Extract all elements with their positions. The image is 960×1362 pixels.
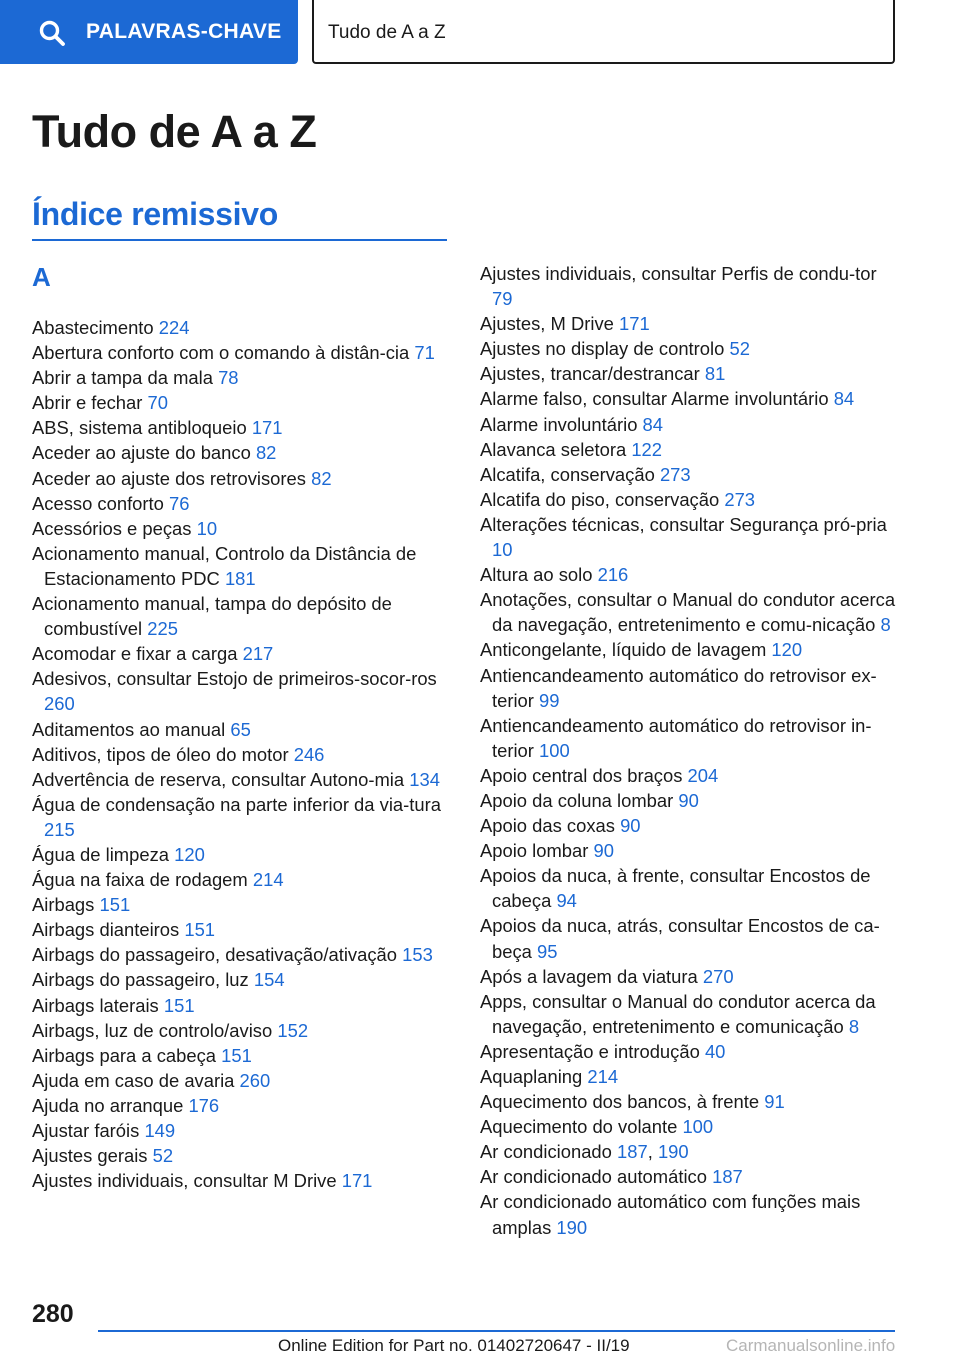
page-link[interactable]: 214 <box>252 869 284 891</box>
page-link[interactable]: 152 <box>277 1019 309 1041</box>
keywords-label: PALAVRAS-CHAVE <box>86 20 282 43</box>
index-entry <box>480 1189 896 1239</box>
index-entry <box>32 1068 452 1093</box>
index-entry-text: Ajustes individuais, consultar M Drive <box>32 1170 337 1192</box>
page-link[interactable]: 216 <box>597 564 629 586</box>
index-entry <box>480 261 896 311</box>
index-entry-text: Abrir e fechar <box>32 392 143 414</box>
breadcrumb-text: Tudo de A a Z <box>328 22 446 43</box>
page-link[interactable]: 78 <box>218 367 239 389</box>
page-link[interactable]: 171 <box>341 1170 373 1192</box>
index-entry-text: Água na faixa de rodagem <box>32 869 248 891</box>
page-link[interactable]: 10 <box>492 539 513 561</box>
page-link[interactable]: 82 <box>311 467 332 489</box>
index-entry-text: Apoios da nuca, atrás, consultar Encostos de ca-beça <box>480 915 880 962</box>
page-link[interactable]: 79 <box>492 288 513 310</box>
index-entry <box>32 1143 452 1168</box>
section-divider <box>32 239 447 241</box>
index-entry-text: Airbags para a cabeça <box>32 1044 217 1066</box>
index-entry-text: Acessórios e peças <box>32 517 192 539</box>
index-entry-text: Apoio das coxas <box>480 815 615 837</box>
index-entry-text: Abastecimento <box>32 317 154 338</box>
index-entry <box>32 867 452 892</box>
index-entry-text: Ajustes, M Drive <box>480 313 614 335</box>
index-entry-text: Ar condicionado automático com funções mais amplas <box>480 1191 861 1238</box>
edition-note: Online Edition for Part no. 01402720647 - II/19 <box>278 1336 630 1355</box>
index-entry <box>480 813 896 838</box>
index-entry-text: Altura ao solo <box>480 564 593 586</box>
index-entry <box>32 917 452 942</box>
index-entry-text: Apps, consultar o Manual do condutor acerca da navegação, entretenimento e comunicação <box>480 990 876 1037</box>
index-entry-text: Aditivos, tipos de óleo do motor <box>32 743 289 765</box>
index-entry-text: Aditamentos ao manual <box>32 718 226 740</box>
page-link[interactable]: 273 <box>659 463 691 485</box>
index-entry <box>32 641 452 666</box>
page-link[interactable]: 187 <box>617 1141 648 1163</box>
page-link[interactable]: 224 <box>158 317 190 338</box>
page-link[interactable]: 270 <box>702 965 734 987</box>
index-entry-text: Apresentação e introdução <box>480 1040 700 1062</box>
page-link[interactable]: 204 <box>687 764 719 786</box>
index-entry-text: Ar condicionado automático <box>480 1166 707 1188</box>
index-entry <box>32 1018 452 1043</box>
page-link[interactable]: 260 <box>239 1069 271 1091</box>
page-link[interactable]: 71 <box>414 342 435 364</box>
page-link[interactable]: 99 <box>539 689 560 711</box>
index-entry <box>32 942 452 967</box>
page-link[interactable]: 91 <box>764 1091 785 1113</box>
watermark-text: Carmanualsonline.info <box>726 1336 896 1355</box>
index-entry <box>480 1064 896 1089</box>
index-entry <box>32 967 452 992</box>
page-link[interactable]: 154 <box>253 969 285 991</box>
index-entry <box>32 440 452 465</box>
index-entry <box>32 792 452 842</box>
index-entry <box>32 1168 452 1193</box>
index-entry <box>32 466 452 491</box>
index-entry <box>480 587 896 637</box>
index-entry <box>32 742 452 767</box>
page-link[interactable]: 90 <box>620 815 641 837</box>
index-entry-text: Antiencandeamento automático do retrovisor in-terior <box>480 714 872 761</box>
index-entry <box>480 462 896 487</box>
page-link[interactable]: 81 <box>704 363 726 385</box>
page-link[interactable]: 100 <box>682 1116 714 1138</box>
index-entry-text: Advertência de reserva, consultar Autono-mia <box>32 768 405 790</box>
index-entry <box>480 964 896 989</box>
page-link[interactable]: 215 <box>44 818 75 840</box>
index-entry-text: Água de limpeza <box>32 843 169 865</box>
page-link[interactable]: 76 <box>169 492 190 514</box>
page-link[interactable]: 151 <box>163 994 195 1016</box>
page-link[interactable]: 153 <box>402 944 433 966</box>
index-entry-text: Apoios da nuca, à frente, consultar Encostos de cabeça <box>480 865 871 912</box>
index-entry-text: Acionamento manual, tampa do depósito de combustível <box>32 593 392 640</box>
page-title: Tudo de A a Z <box>32 106 317 157</box>
index-entry-text: Água de condensação na parte inferior da via-tura <box>32 793 441 815</box>
index-entry <box>32 1043 452 1068</box>
index-entry-text: Aquecimento do volante <box>480 1116 678 1138</box>
index-entry-text: Alcatifa, conservação <box>480 463 655 485</box>
page-link[interactable]: 94 <box>556 890 577 912</box>
index-entry-text: Alavanca seletora <box>480 438 627 460</box>
index-entry-text: Aceder ao ajuste do banco <box>32 442 251 464</box>
page-link[interactable]: 151 <box>221 1044 252 1066</box>
index-entry-text: Airbags do passageiro, desativação/ativação <box>32 944 397 966</box>
index-entry <box>480 487 896 512</box>
index-entry-text: Anticongelante, líquido de lavagem <box>480 639 767 661</box>
index-entry <box>32 365 452 390</box>
index-entry <box>480 913 896 963</box>
index-entry <box>480 437 896 462</box>
page-link[interactable]: 149 <box>144 1120 176 1141</box>
index-entry-text: Airbags laterais <box>32 994 159 1016</box>
index-entry-text: Anotações, consultar o Manual do condutor acerca da navegação, entretenimento e comu-nicação <box>480 589 896 636</box>
page-link[interactable]: 120 <box>174 843 205 865</box>
index-entry <box>32 842 452 867</box>
index-entry <box>480 336 896 361</box>
index-entry-text: Airbags dianteiros <box>32 919 180 941</box>
page-link[interactable]: 70 <box>147 392 168 414</box>
index-entry <box>32 415 452 440</box>
index-entry-text: Abrir a tampa da mala <box>32 367 213 389</box>
page-link[interactable]: 190 <box>657 1141 689 1163</box>
index-entry-text: ABS, sistema antibloqueio <box>32 417 247 439</box>
index-column-left <box>32 315 452 1193</box>
index-entry <box>32 591 452 641</box>
index-entry <box>480 838 896 863</box>
index-entry <box>480 311 896 336</box>
index-entry-text: Alarme involuntário <box>480 413 638 435</box>
index-entry-text: Apoio central dos braços <box>480 764 683 786</box>
page-link[interactable]: 171 <box>619 313 650 335</box>
page-link[interactable]: 134 <box>409 768 440 790</box>
page-link[interactable]: 217 <box>242 643 274 665</box>
index-entry-text: Acionamento manual, Controlo da Distância de Estacionamento PDC <box>32 542 417 589</box>
section-title: Índice remissivo <box>32 196 278 232</box>
page-link[interactable]: 65 <box>230 718 251 740</box>
index-entry-text: Ajustar faróis <box>32 1120 140 1141</box>
index-entry <box>32 541 452 591</box>
page-link[interactable]: 10 <box>196 517 218 539</box>
page-link[interactable]: 176 <box>188 1094 220 1116</box>
page-link[interactable]: 187 <box>712 1166 743 1188</box>
index-entry <box>32 717 452 742</box>
page-link[interactable]: 8 <box>848 1015 860 1037</box>
index-entry-text: Airbags, luz de controlo/aviso <box>32 1019 273 1041</box>
index-entry <box>480 637 896 662</box>
index-entry-text: Alterações técnicas, consultar Segurança pró-pria <box>480 513 887 535</box>
index-entry-text: Aquecimento dos bancos, à frente <box>480 1091 760 1113</box>
index-entry <box>480 1164 896 1189</box>
index-entry-text: Alcatifa do piso, conservação <box>480 488 720 510</box>
footer-divider <box>98 1330 895 1332</box>
index-entry-text: Apoio lombar <box>480 840 589 862</box>
page-link[interactable]: 95 <box>537 940 558 962</box>
index-entry-text: Acesso conforto <box>32 492 164 514</box>
page-link[interactable]: 151 <box>184 919 216 941</box>
index-entry <box>480 512 896 562</box>
index-entry-text: Ajuda em caso de avaria <box>32 1069 235 1091</box>
page-number: 280 <box>32 1300 74 1328</box>
index-entry-text: Alarme falso, consultar Alarme involuntário <box>480 388 829 410</box>
index-entry <box>32 666 452 716</box>
index-entry <box>480 361 896 386</box>
index-entry <box>32 390 452 415</box>
page-link[interactable]: 8 <box>880 614 891 636</box>
index-entry-text: Ar condicionado <box>480 1141 612 1163</box>
index-entry-text: Acomodar e fixar a carga <box>32 643 238 665</box>
page-link[interactable]: 214 <box>587 1066 619 1087</box>
index-entry-text: Ajustes individuais, consultar Perfis de condu-tor <box>480 263 877 284</box>
index-entry <box>480 412 896 437</box>
index-entry-text: Após a lavagem da viatura <box>480 965 698 987</box>
index-entry-text: Adesivos, consultar Estojo de primeiros-socor-ros <box>32 668 437 690</box>
index-entry <box>32 993 452 1018</box>
page-link[interactable]: 82 <box>255 442 277 464</box>
page-link[interactable]: 151 <box>99 894 131 916</box>
keywords-button[interactable] <box>0 0 298 64</box>
index-entry <box>32 340 452 365</box>
index-entry <box>32 315 452 340</box>
breadcrumb[interactable] <box>312 0 895 64</box>
index-entry-text: Abertura conforto com o comando à distân-cia <box>32 342 410 364</box>
index-entry <box>480 863 896 913</box>
index-entry <box>480 1089 896 1114</box>
index-entry-text: Ajuda no arranque <box>32 1094 184 1116</box>
page-link[interactable]: 52 <box>152 1145 174 1167</box>
index-entry: Ar condicionado 187, 190 <box>480 1141 689 1163</box>
page-link[interactable]: 40 <box>704 1040 726 1062</box>
index-entry <box>32 767 452 792</box>
index-entry <box>480 1114 896 1139</box>
page-link[interactable]: 84 <box>833 388 855 410</box>
index-entry <box>32 491 452 516</box>
index-entry <box>480 663 896 713</box>
index-entry-text: Aceder ao ajuste dos retrovisores <box>32 467 306 489</box>
page-link[interactable]: 100 <box>539 739 570 761</box>
index-entry <box>32 1093 452 1118</box>
index-entry <box>480 763 896 788</box>
page-link[interactable]: 273 <box>724 488 756 510</box>
index-entry <box>32 516 452 541</box>
page-link[interactable]: 246 <box>293 743 325 765</box>
index-entry-text: Apoio da coluna lombar <box>480 789 674 811</box>
index-entry-text: Ajustes, trancar/destrancar <box>480 363 700 385</box>
page-link[interactable]: 84 <box>642 413 664 435</box>
index-entry-text: Ajustes no display de controlo <box>480 338 725 360</box>
letter-heading: A <box>32 262 51 292</box>
index-entry-text: Airbags <box>32 894 95 916</box>
search-icon <box>38 19 66 47</box>
page-link[interactable]: 90 <box>593 840 614 862</box>
index-entry <box>480 788 896 813</box>
index-entry-text: Aquaplaning <box>480 1066 583 1087</box>
index-entry <box>480 1039 896 1064</box>
index-entry-text: Antiencandeamento automático do retrovisor ex-terior <box>480 664 877 711</box>
page-link[interactable]: 122 <box>631 438 663 460</box>
page-link[interactable]: 120 <box>771 639 803 661</box>
index-column-right <box>480 261 896 1240</box>
page-link[interactable]: 260 <box>44 693 75 715</box>
page-link[interactable]: 225 <box>147 618 178 640</box>
index-entry <box>480 562 896 587</box>
index-entry <box>480 989 896 1039</box>
index-entry <box>32 1118 452 1143</box>
page-link[interactable]: 181 <box>224 567 256 589</box>
index-entry <box>32 892 452 917</box>
page-link[interactable]: 190 <box>556 1216 588 1238</box>
index-entry-text: Airbags do passageiro, luz <box>32 969 249 991</box>
top-navigation <box>0 0 960 66</box>
page-link[interactable]: 90 <box>678 789 699 811</box>
index-entry <box>480 713 896 763</box>
index-entry-text: Ajustes gerais <box>32 1145 148 1167</box>
index-entry <box>480 386 896 411</box>
page-link[interactable]: 52 <box>729 338 750 360</box>
page-link[interactable]: 171 <box>251 417 283 439</box>
